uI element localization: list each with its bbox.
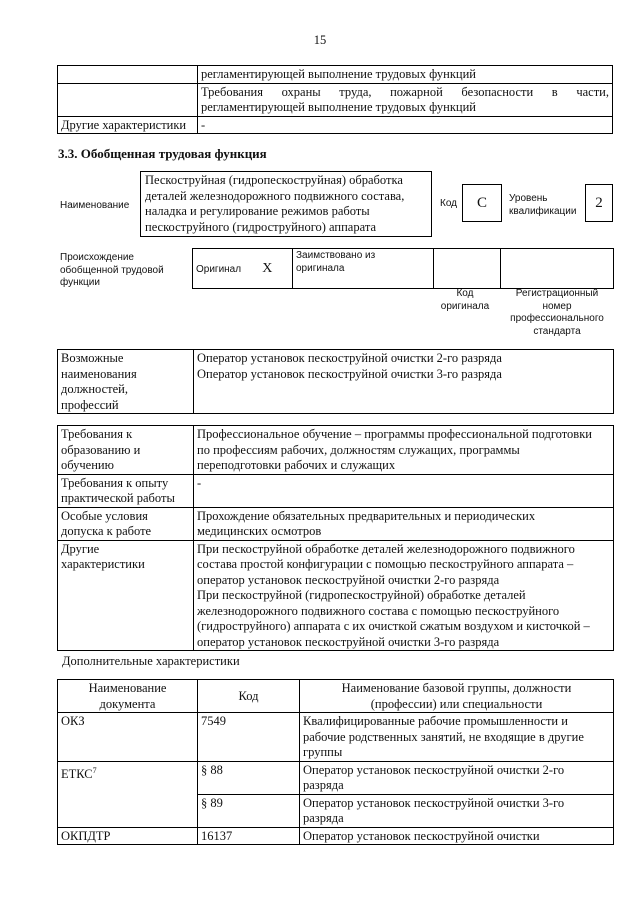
positions-table [57, 349, 614, 414]
doc-name: ЕТКС [61, 766, 93, 781]
origin-label [60, 252, 164, 290]
doc-etks [58, 761, 198, 827]
label-line: допуска к работе [61, 524, 152, 538]
borrowed-line1: Заимствовано из [296, 250, 376, 261]
top-table [57, 65, 613, 134]
registration-caption-line: стандарта [533, 325, 581, 337]
footnote-ref: 7 [92, 765, 97, 775]
original-code-caption-line2: оригинала [440, 300, 490, 312]
header-document [58, 680, 198, 713]
positions-label [58, 350, 194, 414]
label-line: Требования к опыту [61, 475, 169, 490]
header-line: документа [99, 696, 156, 711]
header-line: (профессии) или специальности [370, 696, 543, 711]
position-item: Оператор установок пескоструйной очистки 3-го разряда [197, 366, 502, 381]
registration-number-cell [501, 249, 614, 289]
value-line: Прохождение обязательных предварительных и периодических [197, 508, 536, 523]
education-label [58, 426, 194, 475]
function-name-line: Пескоструйная (гидропескоструйная) обработка [145, 173, 403, 187]
value-line: оператор установок пескоструйной очистки 2-го разряда [197, 572, 500, 587]
registration-caption [500, 288, 614, 338]
positions-label-line: Возможные [61, 351, 124, 365]
value-line: состава простой конфигурации с помощью пескоструйного аппарата – [197, 557, 574, 571]
origin-label-line: обобщенной трудовой [60, 264, 164, 276]
positions-values [194, 350, 614, 414]
group-line: группы [303, 745, 343, 759]
positions-label-line: профессий [61, 397, 119, 412]
code-value-box: C [462, 184, 502, 222]
function-name-line: деталей железнодорожного подвижного состава, [145, 188, 405, 203]
admission-label [58, 507, 194, 540]
group-line: Оператор установок пескоструйной очистки [303, 828, 540, 843]
registration-caption-line: профессионального [510, 313, 604, 324]
function-name-line: пескоструйного (гидроструйного) аппарата [145, 219, 376, 234]
registration-caption-line: Регистрационный [515, 288, 599, 299]
name-label: Наименование [60, 200, 130, 211]
top-row1-label [58, 66, 198, 84]
group-line: разряда [303, 778, 344, 792]
top-row1-value: регламентирующей выполнение трудовых функций [198, 66, 613, 84]
group-line: Оператор установок пескоструйной очистки 2-го [303, 762, 565, 777]
value-line: медицинских осмотров [197, 524, 322, 538]
section-heading: 3.3. Обобщенная трудовая функция [58, 146, 267, 161]
doc-name: ОКЗ [61, 714, 85, 728]
label-line: образованию и [61, 442, 141, 457]
code-etks-89: § 89 [198, 794, 300, 827]
value-line: При пескоструйной (гидропескоструйной) обработке деталей [197, 588, 526, 602]
code-okz: 7549 [198, 713, 300, 762]
education-value [194, 426, 614, 475]
value-line: по профессиям рабочих, должностям служащих, программы [197, 442, 520, 457]
experience-value [194, 474, 614, 507]
label-line: Требования к [61, 427, 133, 441]
doc-okz [58, 713, 198, 762]
original-label: Оригинал [196, 264, 242, 276]
origin-table [192, 248, 614, 289]
level-label-line2: квалификации [509, 205, 577, 217]
label-line: Особые условия [61, 508, 148, 523]
other-label [58, 540, 194, 651]
label-line: Другие [61, 541, 100, 556]
borrowed-line2: оригинала [296, 262, 345, 274]
other-characteristics-value: - [198, 116, 613, 134]
experience-label [58, 474, 194, 507]
borrowed-cell [293, 249, 434, 289]
label-line: характеристики [61, 557, 145, 571]
page-number: 15 [313, 33, 327, 47]
group-line: разряда [303, 811, 344, 825]
level-label-line1: Уровень [509, 193, 548, 204]
group-line: рабочие родственных занятий, не входящие в другие [303, 729, 584, 744]
original-code-caption [432, 288, 498, 313]
label-line: обучению [61, 458, 114, 472]
doc-name: ОКПДТР [61, 828, 111, 843]
top-row2-line2: регламентирующей выполнение трудовых функций [201, 100, 476, 114]
original-cell [193, 249, 293, 289]
code-label: Код [440, 198, 458, 209]
value-line: (гидроструйного) аппарата с их очисткой сжатым воздухом и кисточкой – [197, 619, 590, 633]
additional-heading: Дополнительные характеристики [62, 654, 240, 668]
original-code-caption-line1: Код [456, 288, 474, 299]
requirements-table [57, 425, 614, 651]
value-line: При пескоструйной обработке деталей железнодорожного подвижного [197, 541, 575, 556]
function-name-line: наладка и регулирование режимов работы [145, 204, 370, 218]
registration-caption-line: номер [542, 300, 572, 312]
header-line: Наименование [88, 681, 167, 695]
origin-label-line: Происхождение [60, 252, 134, 263]
header-group-name [300, 680, 614, 713]
group-okz [300, 713, 614, 762]
header-line: Наименование базовой группы, должности [341, 681, 572, 695]
group-okpdtr [300, 827, 614, 845]
function-name-box [140, 171, 432, 237]
group-line: Оператор установок пескоструйной очистки 3-го [303, 795, 565, 810]
value-line: переподготовки рабочих и служащих [197, 458, 396, 472]
origin-label-line: функции [60, 277, 100, 288]
top-row2-line1: Требования охраны труда, пожарной безопасности в части, [201, 84, 609, 99]
original-mark: X [262, 261, 273, 277]
code-okpdtr: 16137 [198, 827, 300, 845]
group-etks-89 [300, 794, 614, 827]
positions-label-line: наименования [61, 366, 137, 381]
level-value-box: 2 [585, 184, 613, 222]
positions-label-line: должностей, [61, 382, 128, 396]
header-code: Код [198, 680, 300, 713]
additional-table [57, 679, 614, 845]
value-line: - [197, 475, 202, 490]
other-characteristics-label: Другие характеристики [58, 116, 198, 134]
position-item: Оператор установок пескоструйной очистки 2-го разряда [197, 351, 502, 365]
value-line: Профессиональное обучение – программы профессиональной подготовки [197, 427, 592, 441]
doc-okpdtr [58, 827, 198, 845]
level-label [509, 193, 576, 218]
label-line: практической работы [61, 491, 175, 505]
other-value [194, 540, 614, 651]
original-code-cell [434, 249, 501, 289]
group-etks-88 [300, 761, 614, 794]
value-line: железнодорожного подвижного состава с помощью пескоструйного [197, 603, 560, 618]
group-line: Квалифицированные рабочие промышленности и [303, 714, 568, 728]
code-etks-88: § 88 [198, 761, 300, 794]
top-row2-label [58, 83, 198, 116]
top-row2-value [198, 83, 613, 116]
value-line: оператор установок пескоструйной очистки 3-го разряда [197, 634, 500, 649]
admission-value [194, 507, 614, 540]
